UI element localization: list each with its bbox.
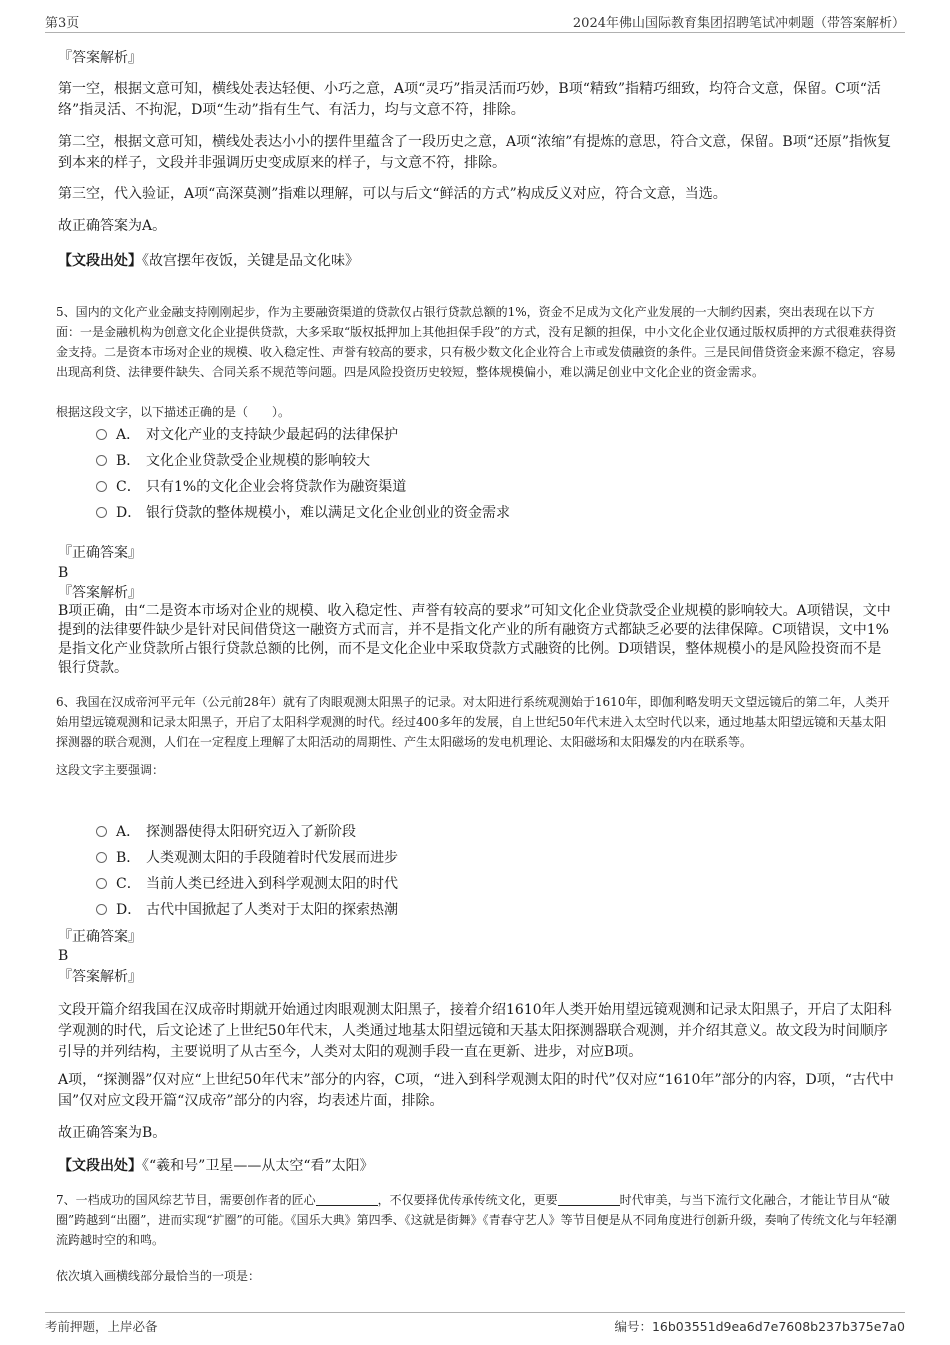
- code-value: 16b03551d9ea6d7e7608b237b375e7a0: [651, 1319, 905, 1334]
- code-label: 编号：: [614, 1319, 652, 1334]
- q5-option-c[interactable]: [96, 477, 876, 497]
- q6-source-title: 《“羲和号”卫星——从太空“看”太阳》: [142, 1158, 374, 1174]
- option-letter: D．: [116, 902, 142, 918]
- q6-option-c[interactable]: [96, 874, 876, 894]
- radio-icon[interactable]: [96, 904, 107, 915]
- option-letter: B．: [116, 453, 141, 469]
- q5-prompt: 根据这段文字，以下描述正确的是（ ）。: [56, 405, 291, 419]
- q7-prompt: 依次填入画横线部分最恰当的一项是：: [56, 1269, 261, 1283]
- option-text: 当前人类已经进入到科学观测太阳的时代: [146, 876, 398, 892]
- option-letter: C．: [116, 876, 141, 892]
- footer-slogan: 考前押题，上岸必备: [45, 1319, 158, 1334]
- page-footer: [45, 1312, 905, 1338]
- q4-analysis-p2: 第二空，根据文意可知，横线处表达小小的摆件里蕴含了一段历史之意，A项“浓缩”有提炼的意思，符合文意，保留。B项“还原”指恢复到本来的样子，文段并非强调历史变成原来的样子，与文意不符，排除。: [58, 134, 892, 171]
- q6-analysis-p1: 文段开篇介绍我国在汉成帝时期就开始通过肉眼观测太阳黑子，接着介绍1610年人类开始用望远镜观测和记录太阳黑子，开启了太阳科学观测的时代，后文论述了上世纪50年代末，人类通过地基太阳望远镜和天基太阳探测器联合观测，并介绍其意义。故文段为时间顺序引导的并列结构，主要说明了从古至今，人类对太阳的观测手段一直在更新、进步，对应B项。: [58, 1002, 892, 1060]
- option-text: 银行贷款的整体规模小，难以满足文化企业创业的资金需求: [146, 505, 510, 521]
- q4-source-label: 【文段出处】: [58, 253, 142, 269]
- q5-option-a[interactable]: [96, 425, 876, 445]
- q5-stem: 5、国内的文化产业金融支持刚刚起步，作为主要融资渠道的贷款仅占银行贷款总额的1%，资金不足成为文化产业发展的一大制约因素，突出表现在以下方面：一是金融机构为创意文化企业提供贷款，大多采取“版权抵押加上其他担保手段”的方式，没有足额的担保，中小文化企业仅通过版权质押的方式很难获得资金支持。二是资本市场对企业的规模、收入稳定性、声誉有较高的要求，只有极少数文化企业符合上市或发债融资的条件。三是民间借贷资金来源不稳定，容易出现高利贷、法律要件缺失、合同关系不规范等问题。四是风险投资历史较短，整体规模偏小，难以满足创业中文化企业的资金需求。: [56, 305, 897, 379]
- q4-analysis-label: 『答案解析』: [58, 50, 142, 66]
- q5-analysis-label: 『答案解析』: [58, 585, 142, 601]
- q6-prompt: 这段文字主要强调：: [56, 763, 165, 777]
- option-letter: B．: [116, 850, 141, 866]
- radio-icon[interactable]: [96, 826, 107, 837]
- option-letter: C．: [116, 479, 141, 495]
- q4-analysis-p4: 故正确答案为A。: [58, 218, 167, 234]
- q6-source-label: 【文段出处】: [58, 1158, 142, 1174]
- option-letter: A．: [116, 427, 141, 443]
- q7-stem-part-a: 7、一档成功的国风综艺节目，需要创作者的匠心: [56, 1193, 316, 1207]
- q6-analysis-p3: 故正确答案为B。: [58, 1125, 167, 1141]
- q6-option-d[interactable]: [96, 900, 876, 920]
- q5-option-d[interactable]: [96, 503, 876, 523]
- q6-source: [58, 1156, 894, 1177]
- q6-answer-label: 『正确答案』: [58, 929, 142, 945]
- radio-icon[interactable]: [96, 507, 107, 518]
- option-text: 对文化产业的支持缺少最起码的法律保护: [146, 427, 398, 443]
- option-text: 探测器使得太阳研究迈入了新阶段: [146, 824, 356, 840]
- q6-stem: 6、我国在汉成帝河平元年（公元前28年）就有了肉眼观测太阳黑子的记录。对太阳进行系统观测始于1610年，即伽利略发明天文望远镜后的第二年，人类开始用望远镜观测和记录太阳黑子，开启了太阳科学观测的时代。经过400多年的发展，自上世纪50年代末进入太空时代以来，通过地基太阳望远镜和天基太阳探测器的联合观测，人们在一定程度上理解了太阳活动的周期性、产生太阳磁场的发电机理论、太阳磁场和太阳爆发的内在联系等。: [56, 695, 890, 749]
- q7-stem-part-c: 时代审美，与当下流行文化融合，才能让节目从“破圈”跨越到“出圈”，进而实现“扩圈”的可能。《国乐大典》第四季、《这就是街舞》《青春守艺人》等节目便是从不同角度进行创新升级，奏响了传统文化与年轻潮流跨越时空的和鸣。: [56, 1193, 897, 1247]
- option-text: 人类观测太阳的手段随着时代发展而进步: [146, 850, 398, 866]
- q4-source-title: 《故宫摆年夜饭，关键是品文化味》: [142, 253, 359, 269]
- option-letter: A．: [116, 824, 141, 840]
- q5-answer-label: 『正确答案』: [58, 545, 142, 561]
- radio-icon[interactable]: [96, 878, 107, 889]
- q7-stem: [56, 1190, 898, 1250]
- q4-source: [58, 251, 894, 272]
- q6-analysis-label: 『答案解析』: [58, 969, 142, 985]
- q6-option-b[interactable]: [96, 848, 876, 868]
- option-text: 只有1%的文化企业会将贷款作为融资渠道: [146, 479, 407, 495]
- q6-analysis-p2: A项，“探测器”仅对应“上世纪50年代末”部分的内容，C项，“进入到科学观测太阳的时代”仅对应“1610年”部分的内容，D项，“古代中国”仅对应文段开篇“汉成帝”部分的内容，均表述片面，排除。: [58, 1072, 894, 1109]
- q6-option-a[interactable]: [96, 822, 876, 842]
- option-text: 文化企业贷款受企业规模的影响较大: [146, 453, 370, 469]
- radio-icon[interactable]: [96, 481, 107, 492]
- option-text: 古代中国掀起了人类对于太阳的探索热潮: [146, 902, 398, 918]
- q4-analysis-p3: 第三空，代入验证，A项“高深莫测”指难以理解，可以与后文“鲜活的方式”构成反义对应，符合文意，当选。: [58, 186, 727, 202]
- q5-option-b[interactable]: [96, 451, 876, 471]
- q7-stem-part-b: ，不仅要择优传承传统文化，更要: [377, 1193, 558, 1207]
- page-number: 第3页: [45, 16, 80, 31]
- fill-blank-2: [558, 1192, 620, 1206]
- page-header: [45, 10, 905, 33]
- option-letter: D．: [116, 505, 142, 521]
- radio-icon[interactable]: [96, 429, 107, 440]
- fill-blank-1: [316, 1192, 378, 1206]
- q5-answer: B: [58, 565, 69, 581]
- radio-icon[interactable]: [96, 852, 107, 863]
- document-code: [614, 1317, 905, 1335]
- document-title: 2024年佛山国际教育集团招聘笔试冲刺题（带答案解析）: [572, 16, 905, 31]
- q4-analysis-p1: 第一空，根据文意可知，横线处表达轻便、小巧之意，A项“灵巧”指灵活而巧妙，B项“精致”指精巧细致，均符合文意，保留。C项“活络”指灵活、不拘泥，D项“生动”指有生气、有活力，均与文意不符，排除。: [58, 81, 881, 118]
- q6-answer: B: [58, 948, 69, 964]
- q5-analysis: B项正确，由“二是资本市场对企业的规模、收入稳定性、声誉有较高的要求”可知文化企业贷款受企业规模的影响较大。A项错误，文中提到的法律要件缺少是针对民间借贷这一融资方式而言，并不是指文化产业的所有融资方式都缺乏必要的法律保障。C项错误，文中1%是指文化产业贷款所占银行贷款总额的比例，而不是文化企业中采取贷款方式融资的比例。D项错误，整体规模小的是风险投资而不是银行贷款。: [58, 603, 891, 676]
- radio-icon[interactable]: [96, 455, 107, 466]
